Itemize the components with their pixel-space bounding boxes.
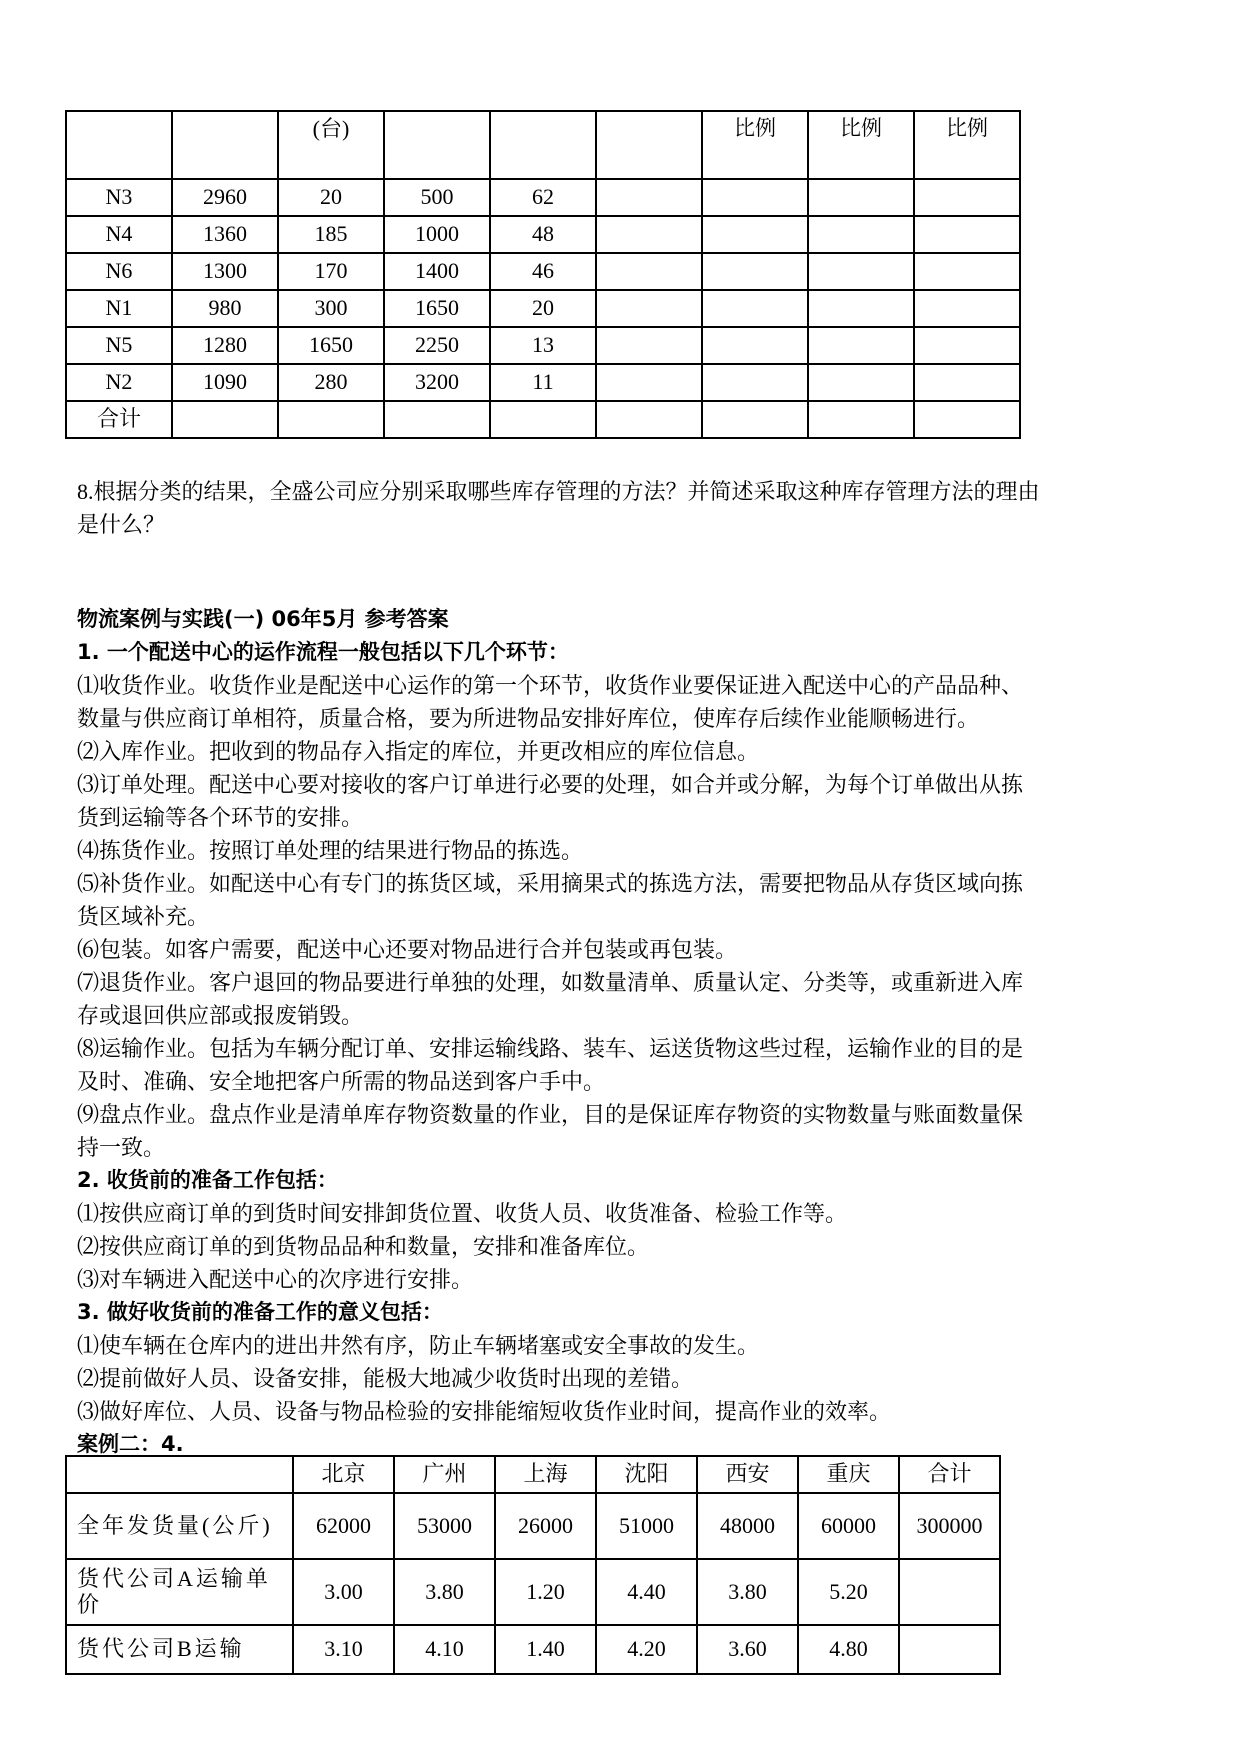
question-8 [77,475,1172,541]
table-cell: N5 [66,327,172,364]
paragraph: ⑻运输作业。包括为车辆分配订单、安排运输线路、装车、运送货物这些过程，运输作业的目的是 [77,1036,1024,1061]
paragraph: ⑹包装。如客户需要，配送中心还要对物品进行合并包装或再包装。 [77,937,738,962]
table-cell: 1400 [384,253,490,290]
paragraph: ⑶订单处理。配送中心要对接收的客户订单进行必要的处理，如合并或分解，为每个订单做出从拣 [77,772,1024,797]
table-cell: 4.10 [394,1625,495,1674]
table-cell: 1090 [172,364,278,401]
table-cell: 1360 [172,216,278,253]
table-cell: 合计 [66,401,172,438]
table-cell: N4 [66,216,172,253]
table-row [66,290,1020,327]
table-cell: 300 [278,290,384,327]
table-cell: 货代公司A运输单价 [66,1559,293,1625]
table-cell: 1.20 [495,1559,596,1625]
paragraph: ⑵提前做好人员、设备安排，能极大地减少收货时出现的差错。 [77,1366,694,1391]
table-cell: 300000 [899,1493,1000,1559]
case-2-heading: 案例二：4. [77,1432,184,1456]
table-cell [899,1625,1000,1674]
table-cell [914,401,1020,438]
table-row [66,253,1020,290]
table-cell [914,216,1020,253]
table-cell: 全年发货量(公斤) [66,1493,293,1559]
question-line: 是什么？ [77,512,166,537]
table-cell [808,327,914,364]
table-cell [172,111,278,179]
table-cell [278,401,384,438]
paragraph: 货区域补充。 [77,904,210,929]
paragraph: ⑴按供应商订单的到货时间安排卸货位置、收货人员、收货准备、检验工作等。 [77,1201,848,1226]
paragraph: 数量与供应商订单相符，质量合格，要为所进物品安排好库位，使库存后续作业能顺畅进行。 [77,706,980,731]
paragraph: ⑵入库作业。把收到的物品存入指定的库位，并更改相应的库位信息。 [77,739,760,764]
table-cell [596,111,702,179]
table-cell [808,364,914,401]
table-cell: 11 [490,364,596,401]
table-cell: 1650 [384,290,490,327]
table-cell [808,401,914,438]
table-cell [596,401,702,438]
table-header-row [66,111,1020,179]
table-cell: 20 [490,290,596,327]
table-cell: 1650 [278,327,384,364]
table-cell [596,364,702,401]
paragraph: ⑼盘点作业。盘点作业是清单库存物资数量的作业，目的是保证库存物资的实物数量与账面数量保 [77,1102,1024,1127]
table-row [66,1493,1000,1559]
table-cell: 北京 [293,1456,394,1493]
table-cell: 3.60 [697,1625,798,1674]
classification-table [65,110,1021,439]
answer-heading-2: 2. 收货前的准备工作包括： [77,1168,338,1192]
table-cell: 1.40 [495,1625,596,1674]
paragraph: ⑺退货作业。客户退回的物品要进行单独的处理，如数量清单、质量认定、分类等，或重新进入库 [77,970,1024,995]
table-cell [702,290,808,327]
question-line: 8.根据分类的结果，全盛公司应分别采取哪些库存管理的方法？并简述采取这种库存管理方法的理由 [77,479,1040,504]
table-cell: 48000 [697,1493,798,1559]
answer-heading-1: 1. 一个配送中心的运作流程一般包括以下几个环节： [77,640,569,664]
table-cell: 62 [490,179,596,216]
table-cell [914,327,1020,364]
table-cell: 广州 [394,1456,495,1493]
table-cell: 170 [278,253,384,290]
table-cell: 26000 [495,1493,596,1559]
table-cell [808,290,914,327]
table-cell [702,327,808,364]
table-cell [702,364,808,401]
table-cell: 13 [490,327,596,364]
table-cell: 3.00 [293,1559,394,1625]
table-cell: 53000 [394,1493,495,1559]
paragraph: ⑴收货作业。收货作业是配送中心运作的第一个环节，收货作业要保证进入配送中心的产品品种、 [77,673,1024,698]
table-cell: 3.80 [394,1559,495,1625]
answer-heading-3: 3. 做好收货前的准备工作的意义包括： [77,1300,443,1324]
table-cell: (台) [278,111,384,179]
table-row [66,364,1020,401]
table-cell [66,111,172,179]
table-cell: 4.80 [798,1625,899,1674]
table-cell: 2960 [172,179,278,216]
table-cell: 280 [278,364,384,401]
paragraph: 持一致。 [77,1135,166,1160]
table-cell: 1000 [384,216,490,253]
table-total-row [66,401,1020,438]
answer-section [77,603,1172,1461]
table-cell [384,111,490,179]
table-cell: N2 [66,364,172,401]
table-cell: 46 [490,253,596,290]
table-cell: 比例 [914,111,1020,179]
paragraph: ⑸补货作业。如配送中心有专门的拣货区域，采用摘果式的拣选方法，需要把物品从存货区域向拣 [77,871,1024,896]
paragraph: ⑵按供应商订单的到货物品品种和数量，安排和准备库位。 [77,1234,650,1259]
table-cell: 合计 [899,1456,1000,1493]
paragraph: 及时、准确、安全地把客户所需的物品送到客户手中。 [77,1069,606,1094]
table-cell [596,216,702,253]
table-cell [596,327,702,364]
table-cell [490,111,596,179]
table-cell: 重庆 [798,1456,899,1493]
table-cell: 4.20 [596,1625,697,1674]
paragraph: ⑶对车辆进入配送中心的次序进行安排。 [77,1267,474,1292]
table-cell [808,253,914,290]
table-cell: 西安 [697,1456,798,1493]
table-cell: N3 [66,179,172,216]
table-cell: 500 [384,179,490,216]
table-header-row [66,1456,1000,1493]
table-cell [702,401,808,438]
table-cell [914,253,1020,290]
section-title: 物流案例与实践(一) 06年5月 参考答案 [77,607,449,631]
paragraph: 货到运输等各个环节的安排。 [77,805,364,830]
table-cell [596,253,702,290]
table-cell [596,179,702,216]
paragraph: 存或退回供应部或报废销毁。 [77,1003,364,1028]
table-row [66,216,1020,253]
table-cell: 60000 [798,1493,899,1559]
table-cell [808,216,914,253]
table-cell [702,179,808,216]
table-cell: 4.40 [596,1559,697,1625]
table-cell [490,401,596,438]
table-cell [702,216,808,253]
table-cell: 上海 [495,1456,596,1493]
table-cell: 185 [278,216,384,253]
table-cell: 比例 [808,111,914,179]
table-cell [914,290,1020,327]
table-cell: 2250 [384,327,490,364]
table-row [66,179,1020,216]
table-cell: N1 [66,290,172,327]
table-cell [702,253,808,290]
table-cell: 62000 [293,1493,394,1559]
table-row [66,1625,1000,1674]
table-cell [899,1559,1000,1625]
table-cell [66,1456,293,1493]
paragraph: ⑴使车辆在仓库内的进出井然有序，防止车辆堵塞或安全事故的发生。 [77,1333,760,1358]
table-cell: 比例 [702,111,808,179]
table-cell: 沈阳 [596,1456,697,1493]
freight-table [65,1455,1001,1675]
table-cell [596,290,702,327]
table-cell: 3.10 [293,1625,394,1674]
table-cell: 3200 [384,364,490,401]
table-cell [384,401,490,438]
table-cell: N6 [66,253,172,290]
table-cell: 1300 [172,253,278,290]
table-cell: 20 [278,179,384,216]
paragraph: ⑶做好库位、人员、设备与物品检验的安排能缩短收货作业时间，提高作业的效率。 [77,1399,892,1424]
table-cell: 3.80 [697,1559,798,1625]
paragraph: ⑷拣货作业。按照订单处理的结果进行物品的拣选。 [77,838,584,863]
table-cell: 5.20 [798,1559,899,1625]
table-cell [914,179,1020,216]
table-cell: 51000 [596,1493,697,1559]
table-cell [172,401,278,438]
table-cell: 货代公司B运输 [66,1625,293,1674]
table-row [66,327,1020,364]
table-cell [808,179,914,216]
table-cell: 980 [172,290,278,327]
table-cell: 1280 [172,327,278,364]
table-cell [914,364,1020,401]
table-row [66,1559,1000,1625]
table-cell: 48 [490,216,596,253]
